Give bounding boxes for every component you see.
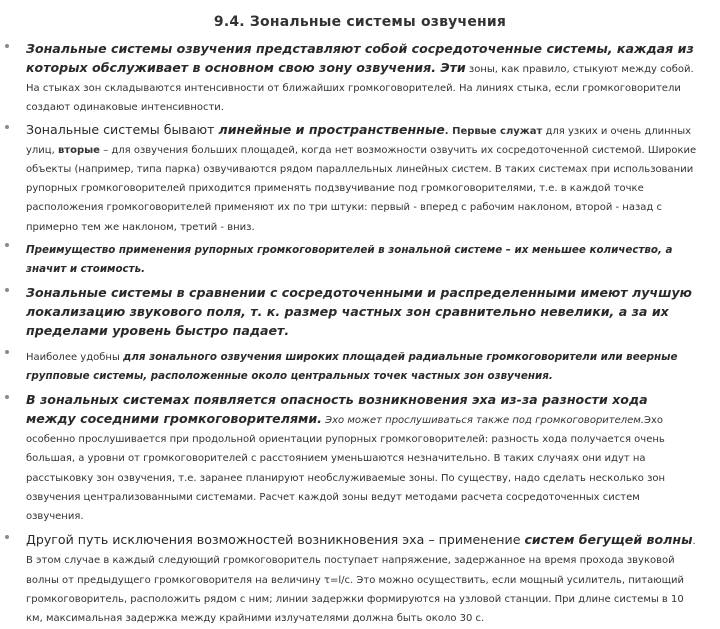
list-item: [0, 282, 720, 339]
p7-c: . В этом случае в каждый следующий громкоговоритель поступает напряжение, задержанное на время прохода звуковой волны от предыдущего громкоговорителя на величину τ=l/c. Это можно осуществить, если мощный усилитель, питающий громкоговоритель, расположить рядом с ним; линии задержки формируются на узловой станции. При длине системы в 10 км, максимальная задержка между крайними излучателями должна быть около 30 с.: [26, 536, 696, 625]
p2-e: вторые: [57, 144, 100, 156]
page-title: 9.4. Зональные системы озвучения: [213, 14, 507, 30]
p1-rest: зоны, как правило, стыкуют между собой. На стыках зон складываются интенсивности от ближайших громкоговорителей. На линиях стыка, если громкоговорители создают одинаковые интенсивности.: [26, 64, 694, 114]
list-item: [0, 529, 720, 625]
p3-text: Преимущество применения рупорных громкоговорителей в зональной системе – их меньшее количество, а значит и стоимость.: [26, 243, 673, 275]
p6-b: Эхо может прослушиваться также под громкоговорителем.: [321, 415, 645, 427]
bullet-icon: [5, 125, 9, 129]
list-item: [0, 389, 720, 523]
list-item: [0, 238, 720, 276]
p5-a: Наиболее удобны: [26, 351, 124, 363]
p2-d: для узких и очень длинных улиц,: [26, 125, 692, 156]
p2-c: . Первые служат: [444, 125, 543, 137]
bullet-icon: [5, 535, 9, 539]
p4-text: Зональные системы в сравнении с сосредоточенными и распределенными имеют лучшую локализацию звукового поля, т. к. размер частных зон сравнительно невелики, а за их пределами уровень быстро падает.: [26, 284, 692, 338]
p6-a: В зональных системах появляется опасность возникновения эха из-за разности хода между соседними громкоговорителями.: [26, 392, 648, 427]
p6-c: Эхо особенно прослушивается при продольной ориентации рупорных громкоговорителей: разность хода получается очень большая, а уровни от громкоговорителей с расстоянием уменьшаются незначительно. В таких случаях они идут на расстыковку зон озвучения, т.е. заранее планируют необслуживаемые зоны. По существу, надо сделать несколько зон озвучения централизованными системами. Расчет каждой зоны ведут методами расчета сосредоточенных систем озвучения.: [26, 415, 666, 523]
list-item: [0, 119, 720, 234]
p2-f: – для озвучения больших площадей, когда нет возможности озвучить их сосредоточенной системой. Широкие объекты (например, типа парка) озвучиваются рядом параллельных линейных систем. В таких системах при использовании рупорных громкоговорителей приходится применять подзвучивание под громкоговорителями, т.е. в каждой точке расположения громкоговорителей применяют их по три штуки: первый - вперед с рабочим наклоном, второй - назад с примерно тем же наклоном, третий - вниз.: [26, 144, 697, 233]
p1-lead: Зональные системы озвучения представляют собой сосредоточенные системы, каждая из которых обслуживает в основном свою зону озвучения. Эти: [26, 41, 694, 75]
bullet-list: [0, 38, 720, 629]
bullet-icon: [5, 243, 9, 247]
list-item: [0, 38, 720, 115]
p2-a: Зональные системы бывают: [26, 121, 219, 137]
bullet-icon: [5, 350, 9, 354]
bullet-icon: [5, 288, 9, 292]
list-item: [0, 345, 720, 383]
p7-a: Другой путь исключения возможностей возникновения эха – применение: [26, 532, 525, 548]
bullet-icon: [5, 395, 9, 399]
p2-b: линейные и пространственные: [218, 121, 445, 137]
p5-b: для зонального озвучения широких площадей радиальные громкоговорители или веерные групповые системы, расположенные около центральных точек частных зон озвучения.: [26, 350, 678, 383]
p7-b: систем бегущей волны: [524, 532, 693, 548]
bullet-icon: [5, 44, 9, 48]
